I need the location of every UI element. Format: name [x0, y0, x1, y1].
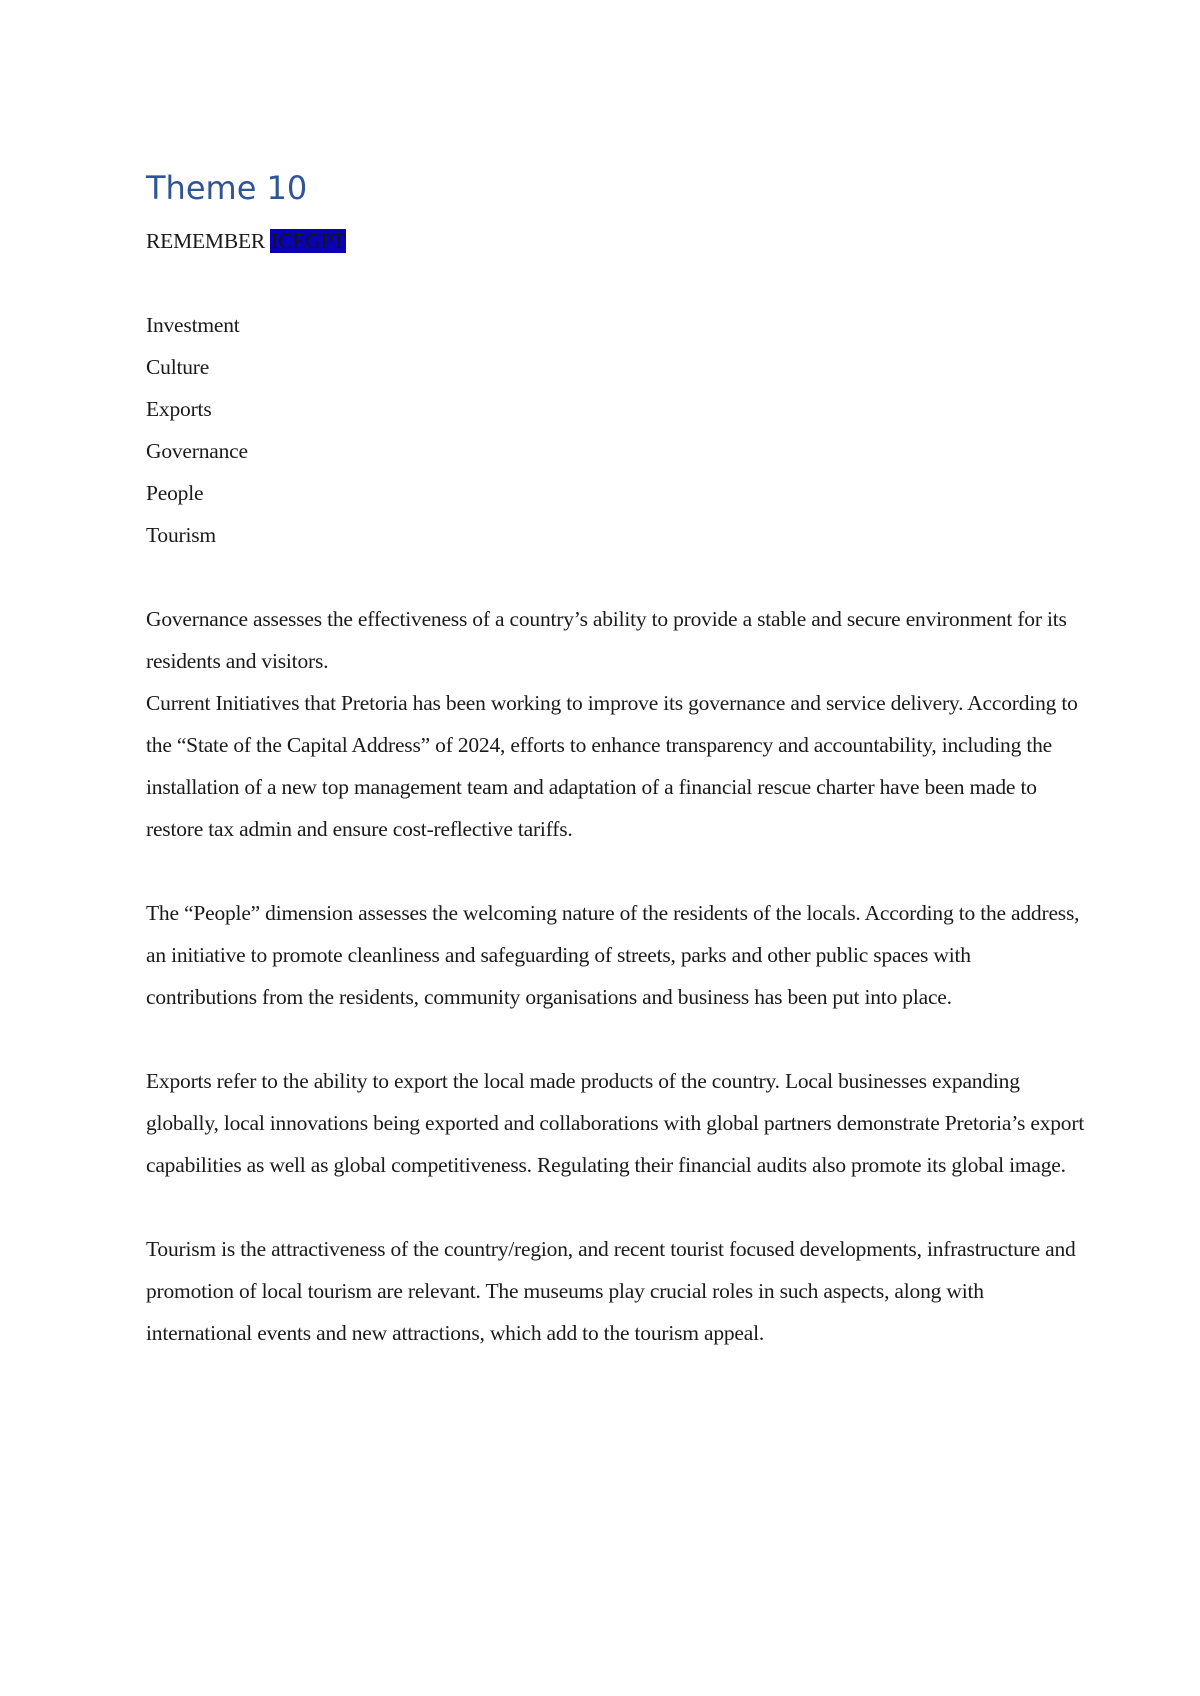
page-title: Theme 10 [146, 169, 308, 207]
blank-line [146, 556, 1086, 598]
dimension-list [146, 304, 1086, 556]
paragraph-people: The “People” dimension assesses the welcoming nature of the residents of the locals. According to the address, an initiative to promote cleanliness and safeguarding of streets, parks and other public spaces with contributions from the residents, community organisations and business has been put into place. [146, 901, 1080, 1009]
blank-line [146, 850, 1086, 892]
blank-line [146, 1018, 1086, 1060]
list-item-culture: Culture [146, 355, 210, 379]
paragraph-tourism: Tourism is the attractiveness of the country/region, and recent tourist focused developments, infrastructure and promotion of local tourism are relevant. The museums play crucial roles in such aspects, along with international events and new attractions, which add to the tourism appeal. [146, 1237, 1076, 1345]
list-item-exports: Exports [146, 397, 212, 421]
list-item-tourism: Tourism [146, 523, 216, 547]
list-item-investment: Investment [146, 313, 240, 337]
highlighted-acronym: ICEGPT [271, 229, 346, 253]
paragraph-governance-initiatives: Current Initiatives that Pretoria has been working to improve its governance and service delivery. According to the “State of the Capital Address” of 2024, efforts to enhance transparency and accountability, including the installation of a new top management team and adaptation of a financial rescue charter have been made to restore tax admin and ensure cost-reflective tariffs. [146, 691, 1078, 841]
blank-line [146, 262, 1086, 304]
blank-line [146, 1186, 1086, 1228]
paragraph-governance-definition: Governance assesses the effectiveness of a country’s ability to provide a stable and secure environment for its residents and visitors. [146, 607, 1067, 673]
list-item-governance: Governance [146, 439, 248, 463]
remember-line [146, 220, 1086, 262]
remember-label: REMEMBER [146, 229, 266, 253]
document-body [146, 166, 1086, 1354]
list-item-people: People [146, 481, 204, 505]
paragraph-exports: Exports refer to the ability to export the local made products of the country. Local businesses expanding globally, local innovations being exported and collaborations with global partners demonstrate Pretoria’s export capabilities as well as global competitiveness. Regulating their financial audits also promote its global image. [146, 1069, 1085, 1177]
